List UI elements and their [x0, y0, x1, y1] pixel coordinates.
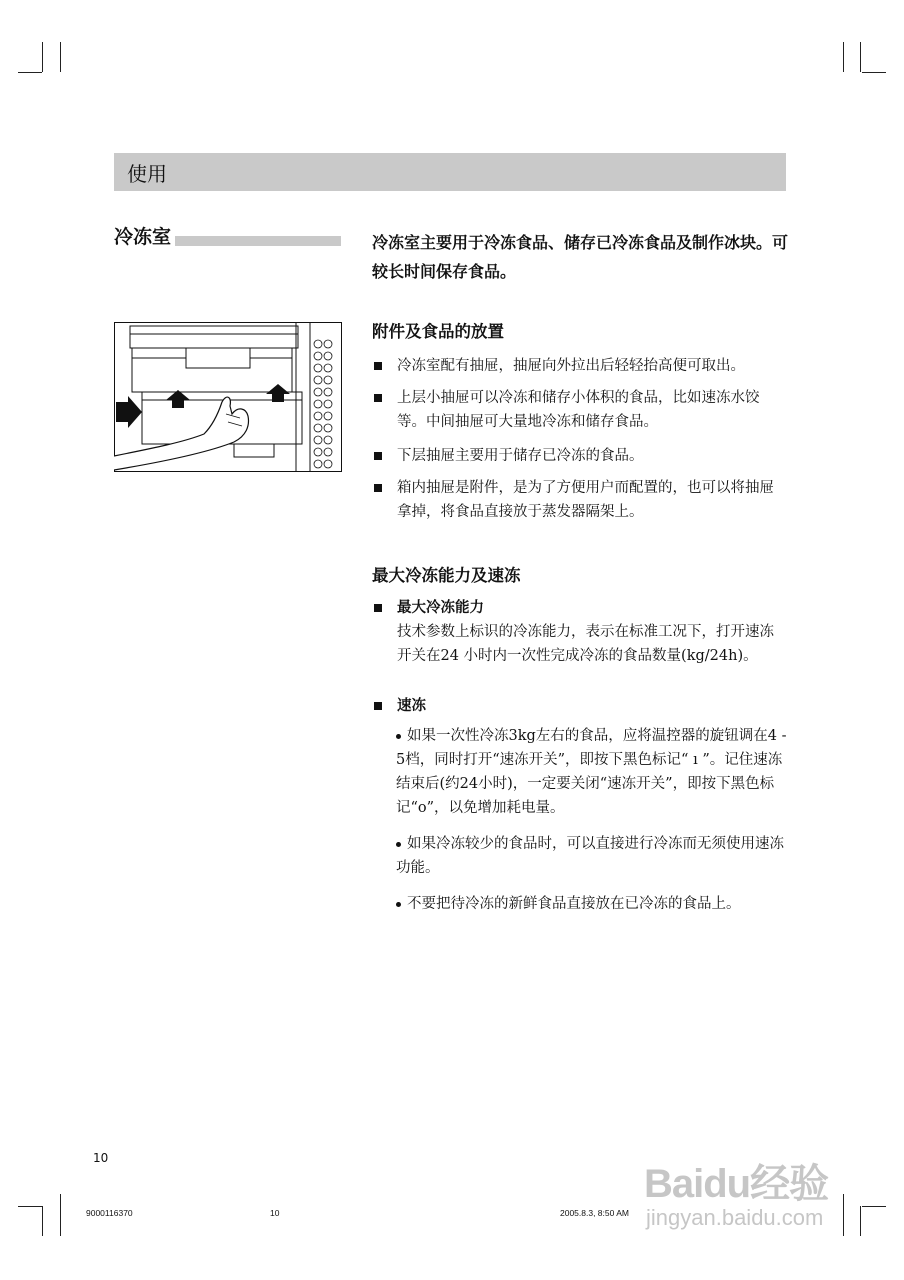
list-item: [396, 832, 788, 880]
quick-freeze-label: 速冻: [397, 698, 426, 714]
bullet-dot-icon: [396, 842, 401, 847]
crop-mark: [843, 42, 844, 72]
list-item-text: 如果冷冻较少的食品时，可以直接进行冷冻而无须使用速冻功能。: [396, 836, 784, 876]
watermark-brand: Baidu经验: [644, 1162, 829, 1206]
section-title: 冷冻室: [114, 222, 175, 249]
watermark: [644, 1152, 828, 1231]
crop-mark: [60, 42, 61, 72]
max-capacity-text: 技术参数上标识的冷冻能力，表示在标准工况下，打开速冻开关在24 小时内一次性完成冷冻的食品数量(kg/24h)。: [397, 624, 774, 664]
page-number: 10: [93, 1151, 109, 1165]
list-item: [372, 476, 788, 524]
bullet-square-icon: [374, 452, 382, 460]
list-item-text: 如果一次性冷冻3kg左右的食品，应将温控器的旋钮调在4 - 5档，同时打开“速冻开关”，即按下黑色标记“ ı ”。记住速冻结束后(约24小时)，一定要关闭“速冻开关”，即按下黑色标记“o”，以免增加耗电量。: [396, 728, 787, 816]
list-item-text: 箱内抽屉是附件，是为了方便用户而配置的，也可以将抽屉拿掉，将食品直接放于蒸发器隔架上。: [397, 480, 774, 520]
crop-mark: [862, 1206, 886, 1207]
chapter-title: 使用: [127, 162, 167, 186]
bullet-square-icon: [374, 604, 382, 612]
bullet-square-icon: [374, 702, 382, 710]
crop-mark: [860, 42, 861, 72]
list-item: [396, 724, 788, 820]
accessories-heading: 附件及食品的放置: [372, 322, 504, 341]
bullet-square-icon: [374, 394, 382, 402]
list-item: [372, 386, 788, 434]
bullet-dot-icon: [396, 734, 401, 739]
crop-mark: [42, 42, 43, 72]
crop-mark: [42, 1206, 43, 1236]
list-item-text: 上层小抽屉可以冷冻和储存小体积的食品，比如速冻水饺等。中间抽屉可大量地冷冻和储存食品。: [397, 390, 760, 430]
crop-mark: [860, 1206, 861, 1236]
list-item-text: 冷冻室配有抽屉，抽屉向外拉出后轻轻抬高便可取出。: [397, 358, 745, 374]
section-title-block: [114, 222, 341, 246]
footer-date: 2005.8.3, 8:50 AM: [560, 1208, 629, 1218]
intro-paragraph: 冷冻室主要用于冷冻食品、储存已冷冻食品及制作冰块。可较长时间保存食品。: [372, 233, 789, 281]
bullet-dot-icon: [396, 902, 401, 907]
footer-page: 10: [270, 1208, 280, 1218]
crop-mark: [862, 72, 886, 73]
bullet-square-icon: [374, 362, 382, 370]
crop-mark: [18, 1206, 42, 1207]
list-item: [372, 354, 788, 378]
freezer-drawer-illustration: [114, 322, 342, 472]
list-item-text: 不要把待冷冻的新鲜食品直接放在已冷冻的食品上。: [407, 896, 741, 912]
max-capacity-label: 最大冷冻能力: [397, 600, 484, 616]
crop-mark: [18, 72, 42, 73]
chapter-header: [114, 153, 786, 191]
crop-mark: [843, 1194, 844, 1236]
quick-freeze-block: [372, 694, 788, 718]
watermark-url: jingyan.baidu.com: [646, 1205, 824, 1230]
list-item: [396, 892, 788, 916]
footer-code: 9000116370: [86, 1208, 133, 1218]
bullet-square-icon: [374, 484, 382, 492]
capacity-heading: 最大冷冻能力及速冻: [372, 566, 521, 585]
crop-mark: [60, 1194, 61, 1236]
max-capacity-block: [372, 596, 788, 668]
list-item: [372, 444, 788, 468]
list-item-text: 下层抽屉主要用于储存已冷冻的食品。: [397, 448, 644, 464]
